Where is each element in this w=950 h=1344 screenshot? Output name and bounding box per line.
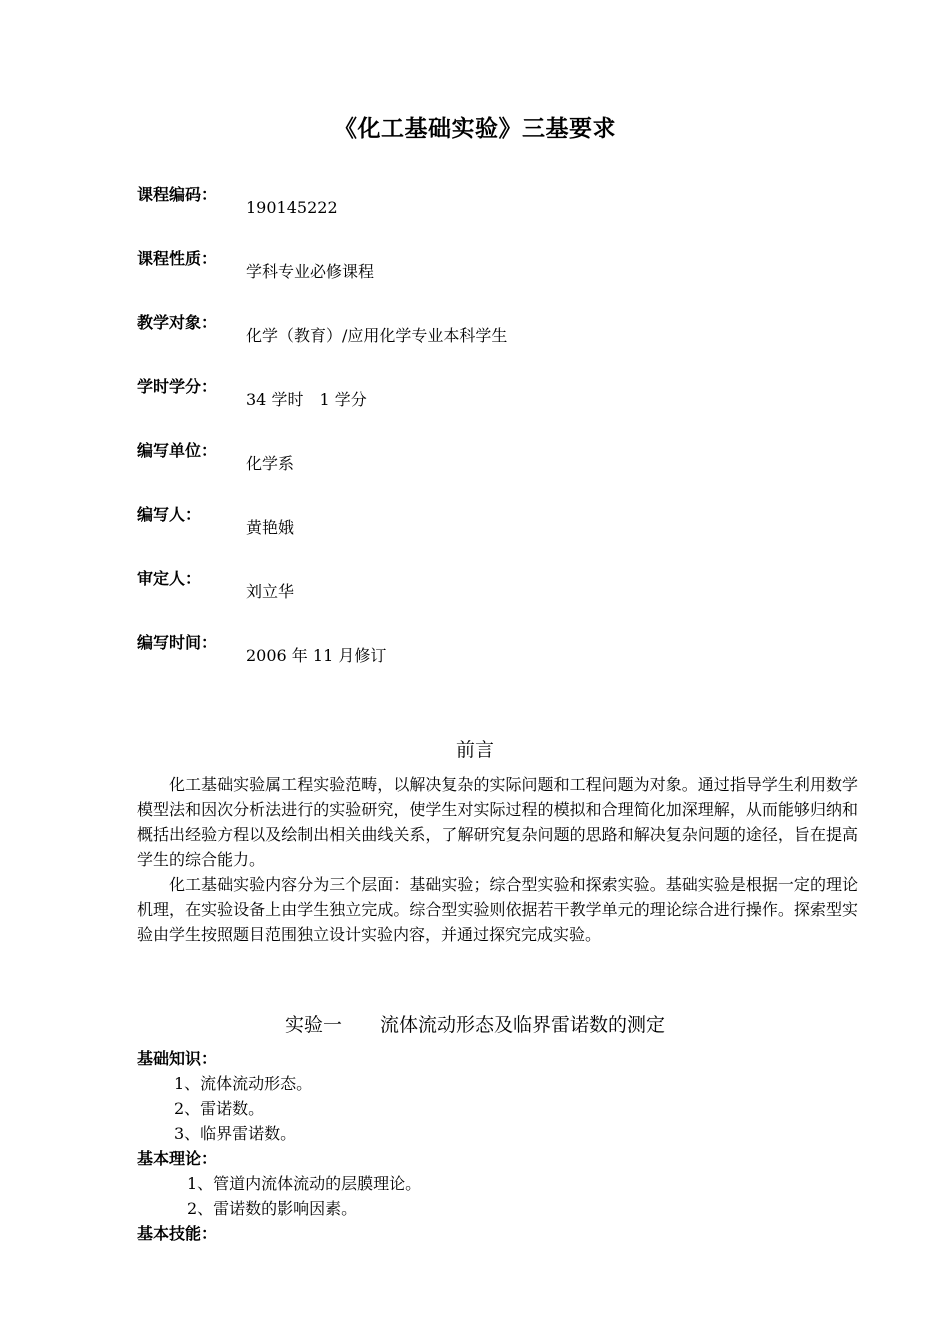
list-item: 2、雷诺数的影响因素。	[187, 1199, 358, 1218]
info-value: 黄艳娥	[246, 518, 295, 537]
basic-skills-heading: 基本技能：	[137, 1224, 218, 1243]
basic-knowledge-heading: 基础知识：	[137, 1049, 218, 1068]
info-row-course-nature	[137, 240, 817, 304]
info-value: 刘立华	[246, 582, 295, 601]
info-row-department	[137, 432, 817, 496]
list-item: 3、临界雷诺数。	[174, 1124, 297, 1143]
info-row-hours-credits	[137, 368, 817, 432]
info-row-reviewer	[137, 560, 817, 624]
course-info-table	[137, 176, 817, 688]
experiment-requirements	[137, 1046, 858, 1246]
info-value: 190145222	[246, 198, 338, 217]
info-row-date	[137, 624, 817, 688]
info-label: 编写人：	[137, 505, 202, 524]
list-item: 2、雷诺数。	[174, 1099, 265, 1118]
document-title: 《化工基础实验》三基要求	[334, 116, 616, 142]
experiment-title: 实验一 流体流动形态及临界雷诺数的测定	[284, 1014, 665, 1036]
info-label: 学时学分：	[137, 377, 218, 396]
info-row-audience	[137, 304, 817, 368]
preface-heading: 前言	[455, 739, 494, 761]
list-item: 1、流体流动形态。	[174, 1074, 313, 1093]
info-label: 编写时间：	[137, 633, 218, 652]
preface-paragraph: 化工基础实验内容分为三个层面：基础实验；综合型实验和探索实验。基础实验是根据一定的理论机理，在实验设备上由学生独立完成。综合型实验则依据若干教学单元的理论综合进行操作。探索型实验由学生按照题目范围独立设计实验内容，并通过探究完成实验。	[137, 875, 858, 944]
info-value: 学科专业必修课程	[246, 262, 375, 281]
preface-paragraph: 化工基础实验属工程实验范畴，以解决复杂的实际问题和工程问题为对象。通过指导学生利用数学模型法和因次分析法进行的实验研究，使学生对实际过程的模拟和合理简化加深理解，从而能够归纳和概括出经验方程以及绘制出相关曲线关系，了解研究复杂问题的思路和解决复杂问题的途径，旨在提高学生的综合能力。	[137, 775, 858, 869]
info-value: 34 学时 1 学分	[246, 390, 367, 409]
info-row-author	[137, 496, 817, 560]
basic-theory-heading: 基本理论：	[137, 1149, 218, 1168]
preface-body	[137, 772, 858, 947]
info-row-course-code	[137, 176, 817, 240]
info-value: 2006 年 11 月修订	[246, 646, 387, 665]
info-label: 审定人：	[137, 569, 202, 588]
info-label: 编写单位：	[137, 441, 218, 460]
info-label: 教学对象：	[137, 313, 218, 332]
info-label: 课程编码：	[137, 185, 218, 204]
info-value: 化学（教育）/应用化学专业本科学生	[246, 326, 508, 345]
info-value: 化学系	[246, 454, 295, 473]
list-item: 1、管道内流体流动的层膜理论。	[187, 1174, 422, 1193]
info-label: 课程性质：	[137, 249, 218, 268]
